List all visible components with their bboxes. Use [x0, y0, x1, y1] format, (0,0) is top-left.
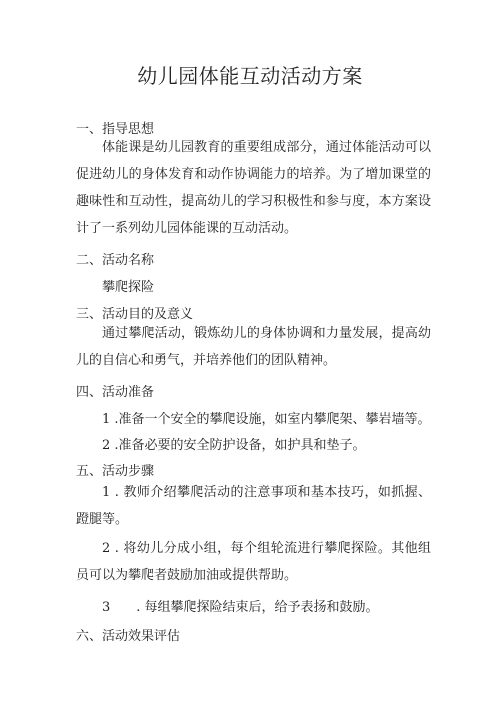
preparation-item: 2 .准备必要的安全防护设备，如护具和垫子。	[102, 438, 366, 453]
step-item: 1 . 教师介绍攀爬活动的注意事项和基本技巧，如抓握、蹬腿等。	[76, 485, 431, 527]
step-item: 2 . 将幼儿分成小组，每个组轮流进行攀爬探险。其他组员可以为攀爬者鼓励加油或提供帮助。	[76, 541, 431, 583]
section-heading-purpose: 三、活动目的及意义	[76, 307, 194, 322]
section-heading-activity-name: 二、活动名称	[76, 253, 155, 268]
section-heading-preparation: 四、活动准备	[76, 385, 155, 400]
preparation-item: 1 .准备一个安全的攀爬设施，如室内攀爬架、攀岩墙等。	[102, 412, 431, 427]
section-heading-evaluation: 六、活动效果评估	[76, 629, 181, 644]
section-heading-guiding-thought: 一、指导思想	[76, 122, 155, 137]
step-item: 3 . 每组攀爬探险结束后，给予表扬和鼓励。	[102, 600, 379, 615]
section-paragraph-purpose: 通过攀爬活动，锻炼幼儿的身体协调和力量发展，提高幼儿的自信心和勇气，并培养他们的团队精神。	[76, 326, 431, 368]
section-paragraph-guiding-thought: 体能课是幼儿园教育的重要组成部分，通过体能活动可以促进幼儿的身体发育和动作协调能力的培养。为了增加课堂的趣味性和互动性，提高幼儿的学习积极性和参与度，本方案设计了一系列幼儿园体能课的互动活动。	[76, 140, 431, 236]
section-heading-steps: 五、活动步骤	[76, 464, 155, 479]
activity-name-text: 攀爬探险	[102, 280, 155, 295]
document-title: 幼儿园体能互动活动方案	[137, 64, 363, 88]
